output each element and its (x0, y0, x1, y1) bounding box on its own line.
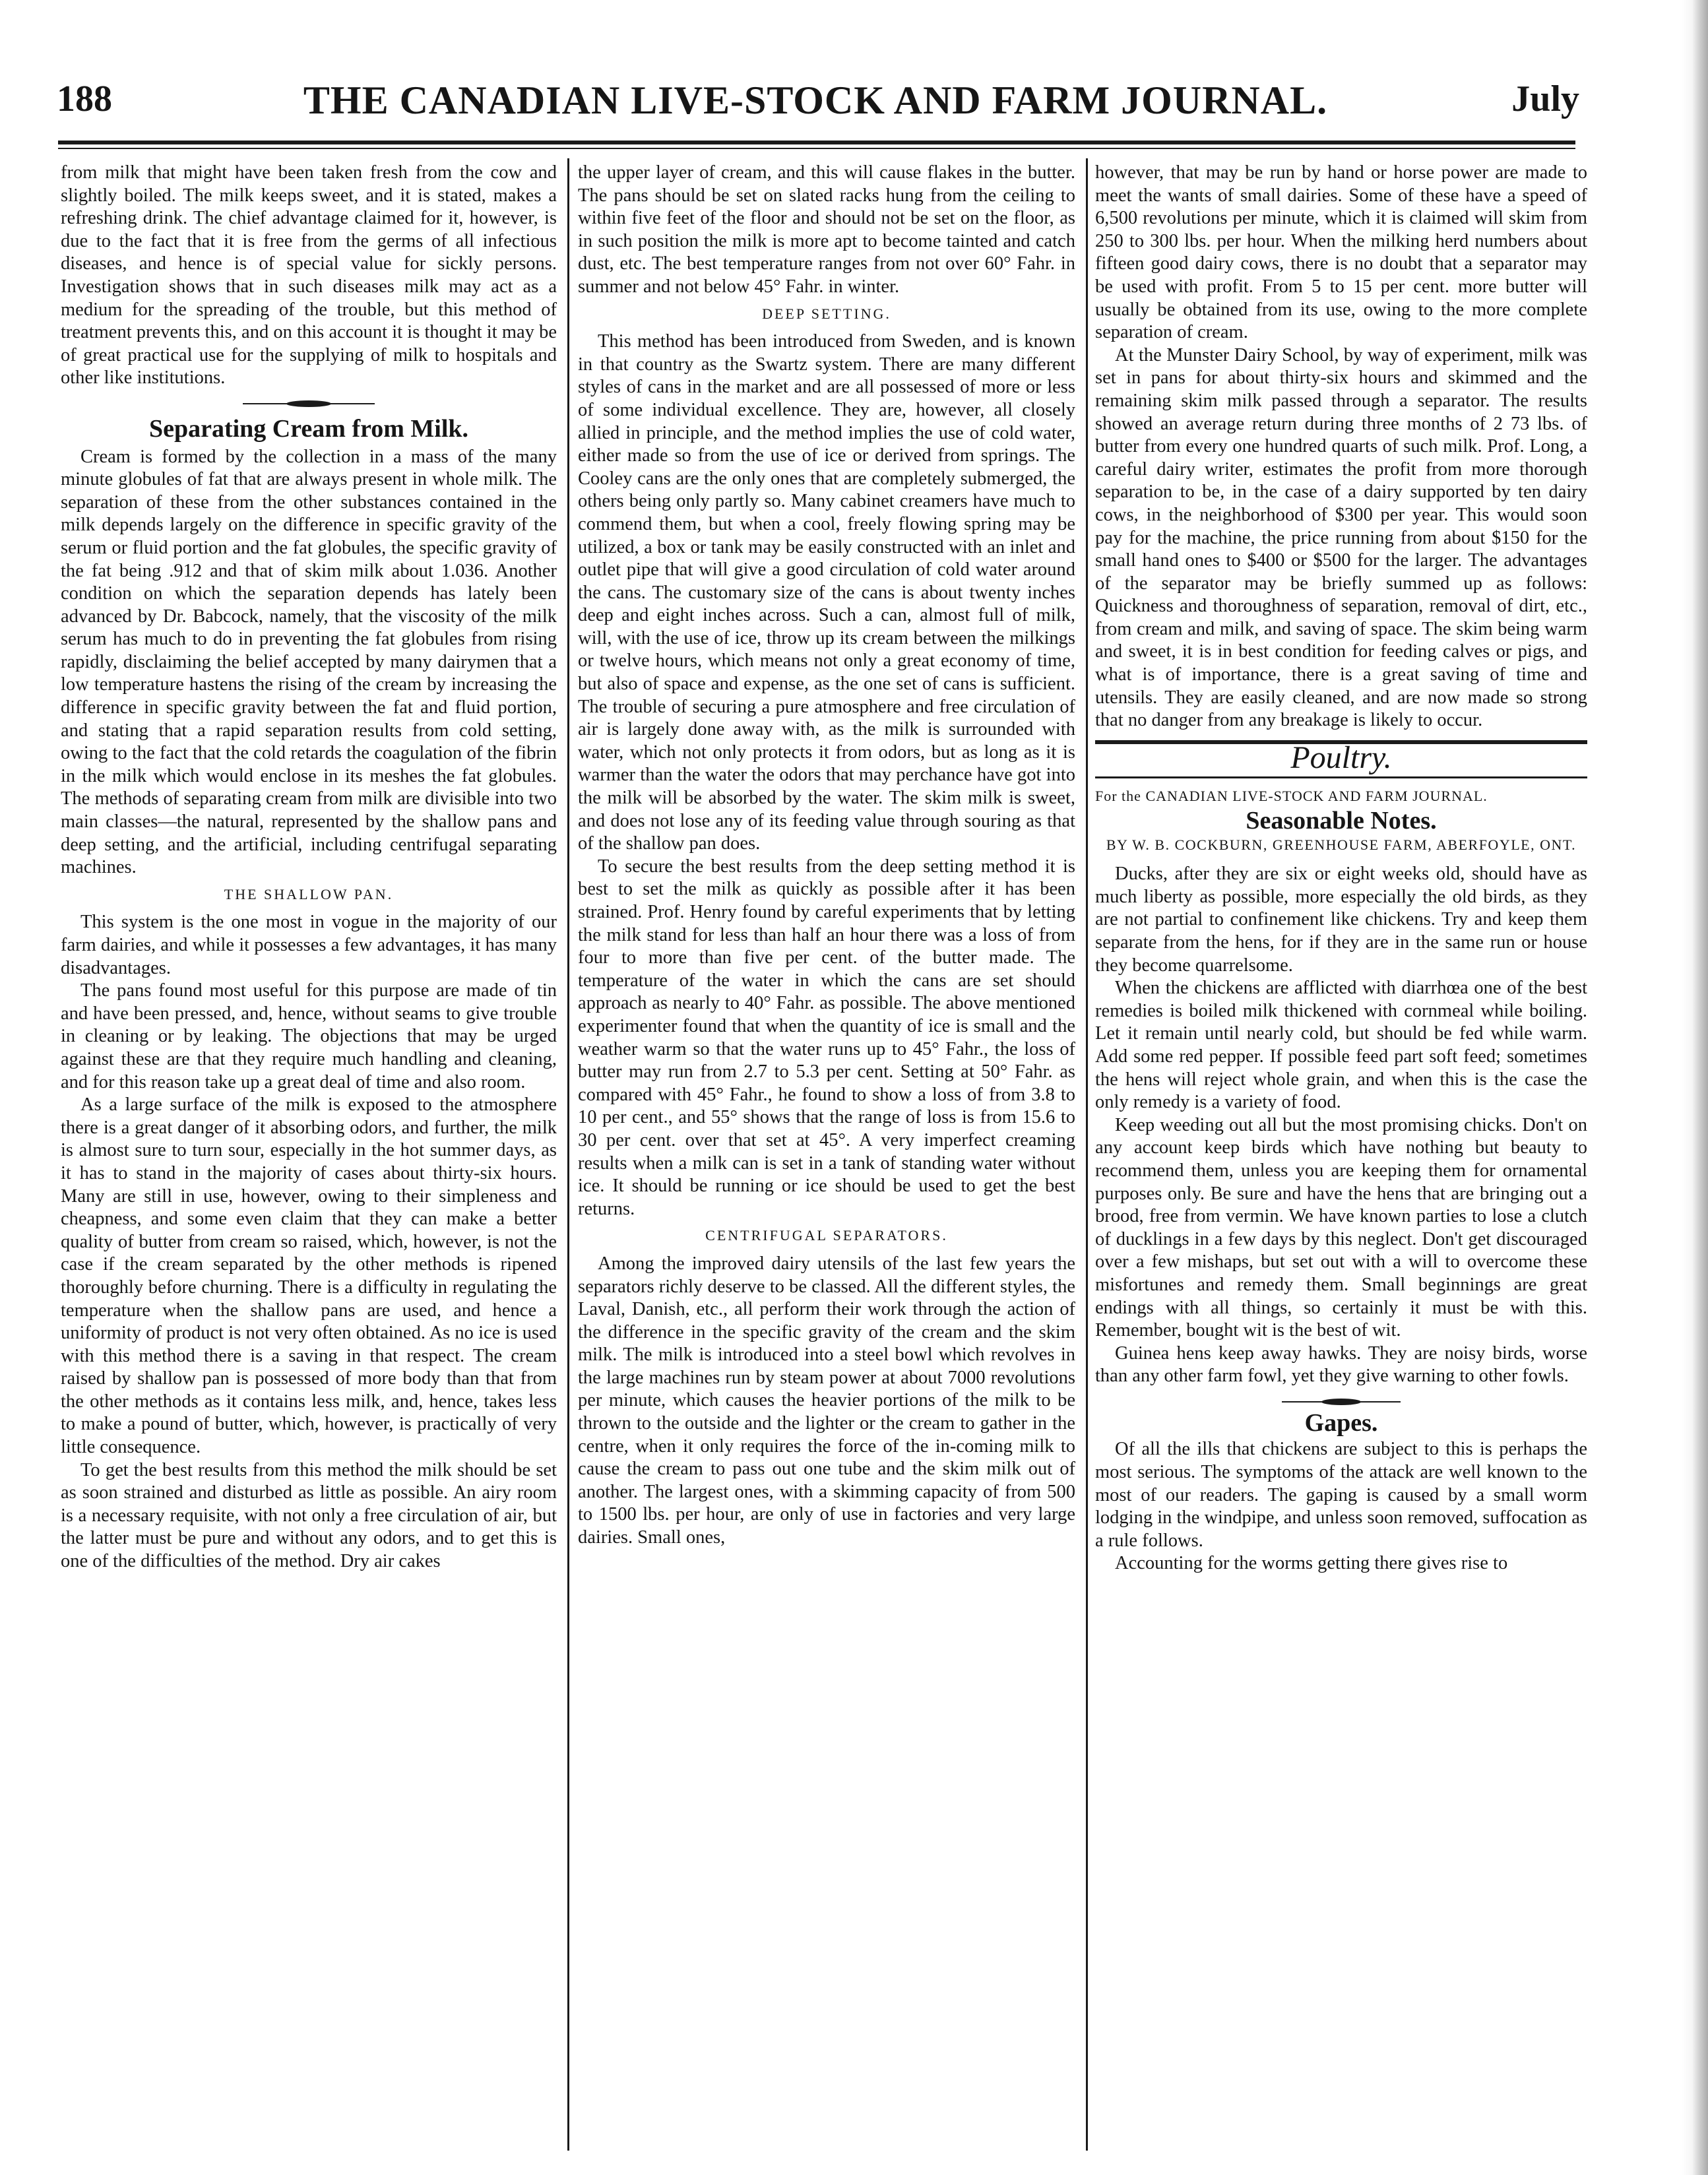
attribution-line: For the CANADIAN LIVE-STOCK AND FARM JOURNAL. (1095, 788, 1488, 805)
header-rule-thin (58, 148, 1575, 149)
page-number: 188 (57, 79, 112, 119)
paragraph: from milk that might have been taken fresh from the cow and slightly boiled. The milk keeps sweet, and it is stated, makes a refreshing drink. The chief advantage claimed for it, however, is due to the fact that it is free from the germs of all infectious diseases, and hence is of special value for sickly persons. Investigation shows that in such diseases milk may act as a medium for the spreading of the trouble, but this method of treatment prevents this, and on this account it is thought it may be of great practical use for the supplying of milk to hospitals and other like institutions. (61, 162, 557, 389)
paragraph: At the Munster Dairy School, by way of experiment, milk was set in pans for about thirty-six hours and skimmed and the remaining skim milk passed through a separator. The results showed an average return during three months of 2 73 lbs. of butter from every one hundred quarts of such milk. Prof. Long, a careful dairy writer, estimates the profit from more thorough separation to be, in the case of a dairy supported by ten dairy cows, in the neighborhood of $300 per year. This would soon pay for the machine, the price running from about $150 for the small hand ones to $400 or $500 for the larger. The advantages of the separator may be briefly summed up as follows: Quickness and thoroughness of separation, removal of dirt, etc., from cream and milk, and saving of space. The skim being warm and sweet, it is in best condition for feeding calves or pigs, and what is of importance, there is a great saving of time and utensils. They are easily cleaned, and are now made so strong that no danger from any breakage is likely to occur. (1095, 344, 1587, 731)
column-divider (1086, 158, 1088, 2151)
paragraph: Accounting for the worms getting there gives rise to (1115, 1553, 1508, 1574)
paragraph: Guinea hens keep away hawks. They are noisy birds, worse than any other farm fowl, yet they give warning to other fowls. (1095, 1342, 1587, 1387)
article-heading: Seasonable Notes. (1246, 807, 1437, 835)
article-heading: Separating Cream from Milk. (148, 414, 469, 443)
article-heading: Gapes. (1304, 1408, 1378, 1437)
paragraph: To secure the best results from the deep setting method it is best to set the milk as quickly as possible after it has been strained. Prof. Henry found by careful experiments that by letting the milk stand for less than half an hour there was a loss of from four to more than five per cent. of the butter made. The temperature of the water in which the cans are set should approach as nearly to 40° Fahr. as possible. The above mentioned experimenter found that when the quantity of ice is small and the weather warm so that the water runs up to 45° Fahr., the loss of butter may run from 2.7 to 5.3 per cent. Setting at 50° Fahr. as compared with 45° Fahr., he found to show a loss of from 3.8 to 10 per cent., and 55° shows that the range of loss is from 15.6 to 30 per cent. over that set at 45°. A very imperfect creaming results when a milk can is set in a tank of standing water without ice. It should be running or ice should be used to get the best returns. (578, 856, 1075, 1219)
divider-ornament (61, 394, 557, 411)
paragraph: This system is the one most in vogue in the majority of our farm dairies, and while it possesses a few advantages, it has many disadvantages. (61, 912, 557, 978)
column-3 (1095, 162, 1587, 2154)
paragraph: To get the best results from this method the milk should be set as soon strained and disturbed as little as possible. An airy room is a necessary requisite, with not only a free circulation of air, but the latter must be pure and without any odors, and to get this is one of the difficulties of the method. Dry air cakes (61, 1459, 557, 1572)
paragraph: Of all the ills that chickens are subject to this is perhaps the most serious. The symptoms of the attack are well known to the most of our readers. The gaping is caused by a small worm lodging in the windpipe, and unless soon removed, suffocation as a rule follows. (1095, 1439, 1587, 1551)
section-banner (1095, 740, 1587, 779)
paragraph: the upper layer of cream, and this will cause flakes in the butter. The pans should be set on slated racks hung from the ceiling to within five feet of the floor and should not be set on the floor, as in such position the milk is more apt to become tainted and catch dust, etc. The best temperature ranges from not over 60° Fahr. in summer and not below 45° Fahr. in winter. (578, 162, 1075, 297)
paragraph: The pans found most useful for this purpose are made of tin and have been pressed, and, hence, without seams to give trouble in cleaning or by leaking. The objections that may be urged against these are that they require much handling and cleaning, and for this reason take up a great deal of time and also room. (61, 980, 557, 1092)
paragraph: Ducks, after they are six or eight weeks old, should have as much liberty as possible, more especially the old birds, as they are not partial to confinement like chickens. Try and keep them separate from the hens, for if they are in the same run or house they become quarrelsome. (1095, 864, 1587, 976)
column-2 (578, 162, 1075, 2154)
journal-title: THE CANADIAN LIVE-STOCK AND FARM JOURNAL. (303, 79, 1328, 122)
column-1 (61, 162, 557, 2154)
paragraph: Keep weeding out all but the most promising chicks. Don't on any account keep birds which have nothing but beauty to recommend them, unless you are keeping them for ornamental purposes only. Be sure and have the hens that are bringing out a brood, free from vermin. We have known parties to lose a clutch of ducklings in a few days by this neglect. Don't get discouraged over a few mishaps, but set out with a will to overcome these misfortunes and remedy them. Small beginnings are great endings with all things, so certainly it must be with this. Remember, bought wit is the best of wit. (1095, 1114, 1587, 1341)
subheading: THE SHALLOW PAN. (224, 885, 394, 902)
paragraph: When the chickens are afflicted with diarrhœa one of the best remedies is boiled milk thickened with cornmeal while boiling. Let it remain until nearly cold, but should be fed while warm. Add some red pepper. If possible feed part soft feed; sometimes the hens will reject whole grain, and when this is the case the only remedy is a variety of food. (1095, 978, 1587, 1113)
page-edge (1682, 0, 1708, 2175)
paragraph: Among the improved dairy utensils of the last few years the separators richly deserve to be classed. All the different styles, the Laval, Danish, etc., all perform their work through the action of the difference in the specific gravity of the cream and the skim milk. The milk is introduced into a steel bowl which revolves in the large machines run by steam power at about 7000 revolutions per minute, which causes the heavier portions of the milk to be thrown to the outside and the lighter or the cream to gather in the centre, when it only requires the force of the in-coming milk to cause the cream to pass out one tube and the skim milk out of another. The largest ones, with a skimming capacity of from 500 to 1500 lbs. per hour, are only of use in factories and very large dairies. Small ones, (578, 1253, 1075, 1548)
paragraph: Cream is formed by the collection in a mass of the many minute globules of fat that are always present in whole milk. The separation of these from the other substances contained in the milk depends largely on the difference in specific gravity of the serum or fluid portion and the fat globules, the specific gravity of the fat being .912 and that of skim milk about 1.036. Another condition on which the separation depends has lately been advanced by Dr. Babcock, namely, that the viscosity of the milk serum has much to do in preventing the fat globules from rising rapidly, disclaiming the belief accepted by many dairymen that a low temperature hastens the rising of the cream by increasing the difference in specific gravity between the fat and fluid portion, and stating that a rapid separation results from cold setting, owing to the fact that the cold retards the coagulation of the fibrin in the milk which would enclose in its meshes the fat globules. The methods of separating cream from milk are divisible into two main classes—the natural, represented by the shallow pans and deep setting, and the artificial, including centrifugal separating machines. (61, 446, 557, 878)
issue-month: July (1511, 79, 1579, 119)
page-header (51, 78, 1579, 131)
section-title: Poultry. (1290, 740, 1392, 775)
column-divider (567, 158, 569, 2151)
byline: BY W. B. COCKBURN, GREENHOUSE FARM, ABERFOYLE, ONT. (1106, 836, 1577, 853)
paragraph: As a large surface of the milk is exposed to the atmosphere there is a great danger of it absorbing odors, and further, the milk is almost sure to turn sour, especially in the hot summer days, as it has to stand in the majority of cases about thirty-six hours. Many are still in use, however, owing to their simpleness and cheapness, and some even claim that they can make a better quality of butter from cream so raised, which, however, is not the case if the cream separated by the other methods is ripened thoroughly before churning. There is a difficulty in regulating the temperature when the shallow pans are used, and hence a uniformity of product is not very often obtained. As no ice is used with this method there is a saving in that respect. The cream raised by shallow pan is possessed of more body than that from the other methods as it contains less milk, and, hence, takes less to make a pound of butter, which, however, is practically of very little consequence. (61, 1094, 557, 1458)
header-rule (58, 141, 1575, 144)
divider-ornament (1095, 1392, 1587, 1409)
paragraph: This method has been introduced from Sweden, and is known in that country as the Swartz system. There are many different styles of cans in the market and are all possessed of more or less of some individual excellence. They are, however, all closely allied in principle, and the method implies the use of cold water, either made so from the use of ice or derived from springs. The Cooley cans are the only ones that are completely submerged, the others being only partly so. Many cabinet creamers have much to commend them, but when a cool, freely flowing spring may be utilized, a box or tank may be easily constructed with an inlet and outlet pipe that will give a good circulation of cold water around the cans. The customary size of the cans is about twenty inches deep and eight inches across. Such a can, almost full of milk, will, with the use of ice, throw up its cream between the milkings or twelve hours, which means not only a great economy of time, but also of space and expense, as the one set of cans is sufficient. The trouble of securing a pure atmosphere and free circulation of air is largely done away with, as the milk is surrounded with water, which not only protects it from odors, but as long as it is warmer than the water the odors that may perchance have got into the milk will be absorbed by the water. The skim milk is sweet, and does not lose any of its feeding value through souring as that of the shallow pan does. (578, 331, 1075, 854)
subheading: CENTRIFUGAL SEPARATORS. (705, 1227, 948, 1244)
subheading: DEEP SETTING. (762, 305, 891, 322)
paragraph: however, that may be run by hand or horse power are made to meet the wants of small dairies. Some of these have a speed of 6,500 revolutions per minute, which it is claimed will skim from 250 to 300 lbs. per hour. When the milking herd numbers about fifteen good dairy cows, there is no doubt that a separator may be used with profit. From 5 to 15 per cent. more butter will usually be obtained from its use, owing to the more complete separation of cream. (1095, 162, 1587, 343)
